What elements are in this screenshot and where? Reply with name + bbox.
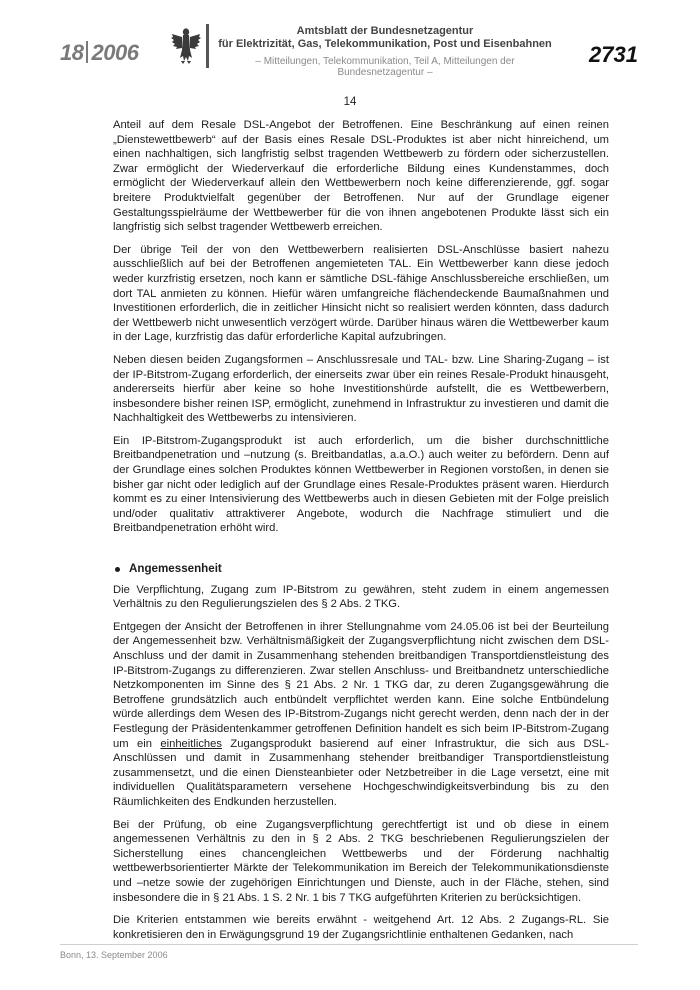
inner-page-number: 14 xyxy=(343,96,357,108)
paragraph: Ein IP-Bitstrom-Zugangsprodukt ist auch erforderlich, um die bisher durchschnittliche Breitbandpenetration und –nutzung (s. Breitbandatlas, a.a.O.) auch weiter zu befördern. Denn auf der Grundlage eines solchen Produktes können Wettbewerber in Regionen vorstoßen, in denen sie bisher gar nicht oder lediglich auf der Grundlage eines Resale-Produktes präsent waren. Hierdurch kommt es zu einer Intensivierung des Wettbewerbs auch in diesen Gebieten mit der Folge preislich und/oder qualitativ attraktiverer Angebote, wodurch die Nachfrage stimuliert und die Breitbandpenetration erhöht wird. xyxy=(113,434,609,535)
bullet-icon xyxy=(115,567,120,572)
paragraph: Anteil auf dem Resale DSL-Angebot der Betroffenen. Eine Beschränkung auf einen reinen „Dienstewettbewerb“ auf der Basis eines Resale DSL-Produktes ist aber nicht hinreichend, um einen nachhaltigen, sich langfristig selbst tragenden Wettbewerb zu fördern oder sicherzustellen. Zwar ermöglicht der Wiederverkauf die erforderliche Bildung eines Kundenstammes, doch ermöglicht der Wiederverkauf allein den Wettbewerbern noch keine differenzierende, ggf. sogar breitere Produktvielfalt gegenüber der Betroffenen. Nur auf der Grundlage eigener Gestaltungsspielräume der Wettbewerber für die von ihnen angebotenen Produkte lässt sich ein langfristig sich selbst tragender Wettbewerb erreichen. xyxy=(113,119,609,234)
document-body xyxy=(113,118,609,950)
footer-date: Bonn, 13. September 2006 xyxy=(60,950,168,960)
paragraph: Bei der Prüfung, ob eine Zugangsverpflichtung gerechtfertigt ist und ob diese in einem angemessenen Verhältnis zu den in § 2 Abs. 2 TKG beschriebenen Regulierungszielen der Sicherstellung eines chancengleichen Wettbewerbs und der Förderung nachhaltig wettbewerbsorientierter Märkte der Telekommunikation im Bereich der Telekommunikationsdienste und –netze sowie der zugehörigen Einrichtungen und Dienste, auch in der Fläche, stehen, sind insbesondere die in § 21 Abs. 1 S. 2 Nr. 1 bis 7 TKG aufgeführten Kriterien zu berücksichtigen. xyxy=(113,818,609,904)
paragraph: Die Verpflichtung, Zugang zum IP-Bitstrom zu gewähren, steht zudem in einem angemessen Verhältnis zu den Regulierungszielen des § 2 Abs. 2 TKG. xyxy=(113,583,609,611)
paragraph: Der übrige Teil der von den Wettbewerbern realisierten DSL-Anschlüsse basiert nahezu ausschließlich auf bei der Betroffenen angemieteten TAL. Ein Wettbewerber kann diese jedoch weder kurzfristig ersetzen, noch kann er sämtliche DSL-fähige Anschlussbereiche erschließen, um dort TAL anmieten zu können. Hiefür wären umfangreiche flächendeckende Baumaßnahmen und Investitionen erforderlich, die in zeitlicher Hinsicht nicht so realisiert werden könnten, dass dadurch der Wettbewerb nicht unwesentlich verzögert würde. Darüber hinaus wären die Wettbewerber kaum in der Lage, kurzfristig das dafür erforderliche Kapital aufzubringen. xyxy=(113,243,609,344)
gazette-title: Amtsblatt der Bundesnetzagentur xyxy=(296,25,474,37)
header-divider xyxy=(206,24,209,68)
gazette-subtitle: – Mitteilungen, Telekommunikation, Teil A, Mitteilungen der Bundesnetzagentur – xyxy=(255,56,515,78)
emphasized-term: einheitliches xyxy=(160,737,222,750)
section-heading-text: Angemessenheit xyxy=(129,562,222,576)
federal-eagle-icon xyxy=(170,26,202,66)
paragraph-text: Zugangsprodukt basierend auf einer Infrastruktur, die sich aus DSL-Anschlüssen und damit in Zusammenhang stehender breitbandiger Transportdienstleistung zusammensetzt, und die einen Diensteanbieter oder Netzbetreiber in die Lage versetzt, eine mit individuellen Qualitätsparametern versehene Hochgeschwindigkeitsverbindung bis zu den Räumlichkeiten des Endkunden herzustellen. xyxy=(113,737,610,808)
section-heading xyxy=(113,562,609,577)
paragraph: Die Kriterien entstammen wie bereits erwähnt - weitgehend Art. 12 Abs. 2 Zugangs-RL. Sie konkretisieren den in Erwägungsgrund 19 der Zugangsrichtlinie enthaltenen Gedanken, nach xyxy=(113,914,609,941)
issue-year: 2006 xyxy=(91,40,139,65)
paragraph xyxy=(113,620,609,810)
page-number: 2731 xyxy=(589,42,638,67)
issue-number: 18 xyxy=(60,40,84,65)
footer-divider xyxy=(60,944,638,945)
issue-label xyxy=(60,40,138,66)
paragraph: Neben diesen beiden Zugangsformen – Anschlussresale und TAL- bzw. Line Sharing-Zugang – ist der IP-Bitstrom-Zugang erforderlich, der einerseits zwar über ein reines Resale-Produkt hinausgeht, andererseits hierfür aber keine so hohe Investitionshürde aufstellt, die es Wettbewerbern, insbesondere bisher reinen ISP, ermöglicht, zunehmend in Infrastruktur zu investieren und damit die Nachhaltigkeit des Wettbewerbs zu intensivieren. xyxy=(113,353,609,425)
paragraph-text: Entgegen der Ansicht der Betroffenen in ihrer Stellungnahme vom 24.05.06 ist bei der Beurteilung der Angemessenheit bzw. Verhältnismäßigkeit der Zugangsverpflichtung nicht zwischen dem DSL-Anschluss und der damit in Zusammenhang stehenden breitbandigen Transportdienstleistung des IP-Bitstrom-Zugangs zu differenzieren. Zwar stellen Anschluss- und Breitbandnetz unterschiedliche Netzkomponenten im Sinne des § 21 Abs. 2 Nr. 1 TKG dar, zu deren Zugangsgewährung die Betroffene grundsätzlich auch entbündelt verpflichtet werden kann. Eine solche Entbündelung würde allerdings dem Wesen des IP-Bitstrom-Zugangs nicht gerecht werden, denn nach der in der Festlegung der Präsidentenkammer getroffenen Definition handelt es sich beim IP-Bitstrom-Zugang um ein xyxy=(113,620,609,750)
issue-divider xyxy=(86,41,88,63)
gazette-title-line2: für Elektrizität, Gas, Telekommunikation, Post und Eisenbahnen xyxy=(218,38,552,50)
